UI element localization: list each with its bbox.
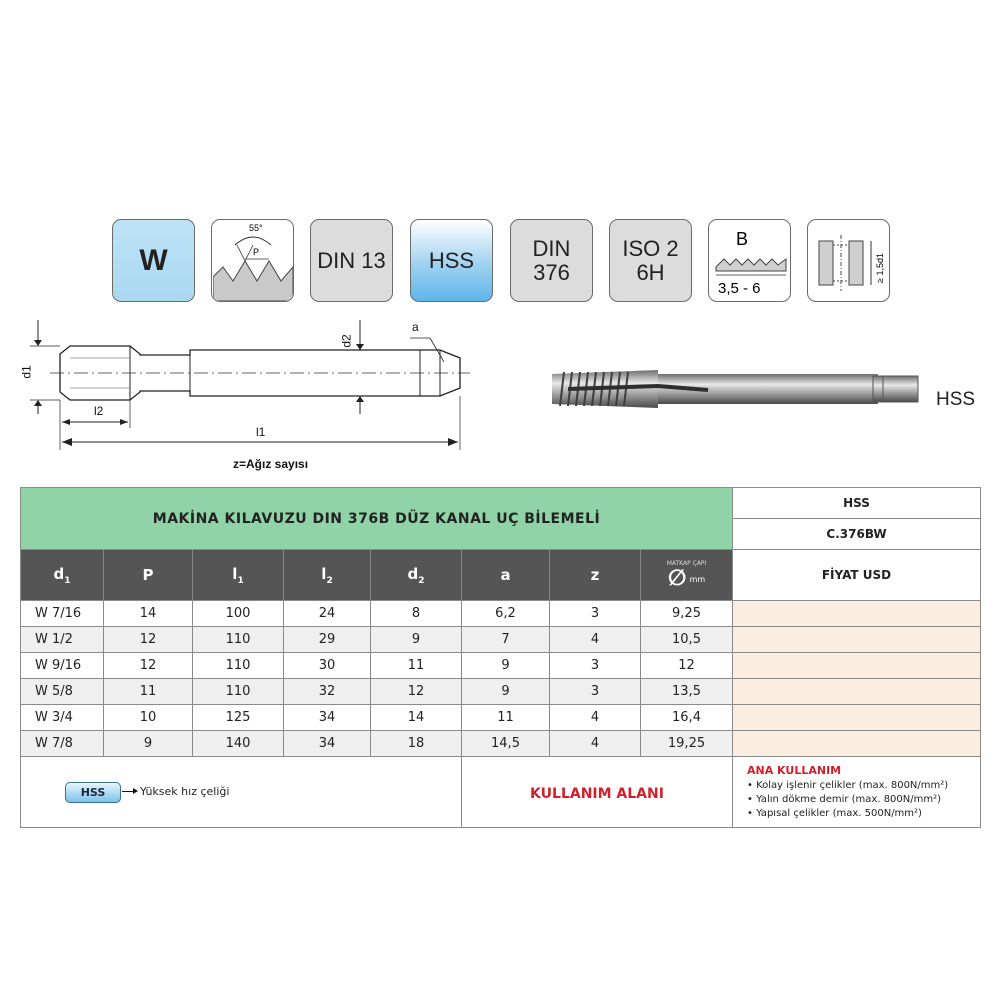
thread-angle-text: 55° [248,222,263,233]
material-header: HSS [733,488,981,519]
cell-l1: 110 [193,653,284,679]
cell-d2: 14 [371,705,462,731]
cell-drill: 12 [641,653,733,679]
din376-line1: DIN [532,235,571,261]
cell-d2: 11 [371,653,462,679]
l2-label: l2 [94,404,104,418]
cell-drill: 13,5 [641,679,733,705]
cell-price [733,731,981,757]
cell-p: 12 [104,627,193,653]
cell-drill: 19,25 [641,731,733,757]
din376-line2: 376 [533,259,570,285]
drill-unit: mm [689,574,706,584]
drill-caption: MATKAP ÇAPI [666,560,707,567]
cell-p: 14 [104,601,193,627]
cell-z: 4 [550,705,641,731]
thread-pitch-text: P [252,246,259,257]
table-row [21,705,981,731]
depth-label: ≥ 1,5d1 [874,252,885,283]
cell-l1: 110 [193,627,284,653]
col-header-p: P [104,550,193,601]
cell-d2: 18 [371,731,462,757]
iso-line2: 6H [636,259,665,285]
cell-l2: 34 [284,731,371,757]
cell-price [733,601,981,627]
cell-z: 3 [550,653,641,679]
cell-price [733,679,981,705]
diameter-icon: ∅ [667,566,687,591]
cell-price [733,705,981,731]
hss-tile [410,219,493,302]
cell-d1: W 5/8 [21,679,104,705]
din376-tile [510,219,593,302]
chamfer-letter: B [735,228,748,249]
cell-l2: 34 [284,705,371,731]
cell-l2: 29 [284,627,371,653]
col-header-drill-diameter [641,550,733,601]
chamfer-range: 3,5 - 6 [717,279,761,297]
hss-legend-text: Yüksek hız çeliği [140,785,230,798]
tap-specification-table [20,487,981,828]
list-item: • Kolay işlenir çelikler (max. 800N/mm²) [747,779,980,793]
cell-d2: 8 [371,601,462,627]
thread-profile-tile [211,219,294,302]
arrow-right-icon [122,791,134,792]
product-material-label: HSS [936,389,976,410]
cell-z: 4 [550,627,641,653]
price-header: FİYAT USD [733,550,981,601]
chamfer-icon [710,221,790,301]
iso-tolerance-tile [609,219,692,302]
legend-cell [21,757,462,828]
thread-profile-icon [213,221,293,301]
tap-technical-drawing [0,310,480,480]
thread-depth-icon [809,221,889,301]
cell-z: 3 [550,679,641,705]
cell-d2: 12 [371,679,462,705]
cell-d1: W 7/8 [21,731,104,757]
product-code: C.376BW [733,519,981,550]
col-header-a: a [462,550,550,601]
din13-tile [310,219,393,302]
tap-product-image [548,362,923,418]
cell-d1: W 7/16 [21,601,104,627]
cell-l1: 100 [193,601,284,627]
cell-p: 10 [104,705,193,731]
din13-label: DIN 13 [317,247,386,273]
teeth-count-note: z=Ağız sayısı [233,457,309,471]
cell-l1: 140 [193,731,284,757]
usage-area-label: KULLANIM ALANI [530,785,664,802]
l1-label: l1 [256,425,266,439]
table-row [21,679,981,705]
hss-label: HSS [428,247,475,273]
cell-d1: W 3/4 [21,705,104,731]
cell-l1: 110 [193,679,284,705]
cell-d2: 9 [371,627,462,653]
cell-a: 14,5 [462,731,550,757]
cell-z: 3 [550,601,641,627]
list-item: • Yapısal çelikler (max. 500N/mm²) [747,807,980,821]
iso-line1: ISO 2 [622,235,679,261]
whitworth-label: W [139,243,168,277]
table-row [21,627,981,653]
d1-label: d1 [19,365,34,379]
chamfer-tile [708,219,791,302]
cell-drill: 9,25 [641,601,733,627]
cell-l2: 32 [284,679,371,705]
cell-l2: 24 [284,601,371,627]
table-row [21,601,981,627]
cell-drill: 10,5 [641,627,733,653]
cell-p: 12 [104,653,193,679]
cell-a: 6,2 [462,601,550,627]
col-header-d1: $d_1$ [21,550,104,601]
cell-a: 9 [462,679,550,705]
cell-d1: W 9/16 [21,653,104,679]
d2-label: d2 [339,334,354,348]
cell-a: 9 [462,653,550,679]
main-usage-cell [733,757,981,828]
cell-l2: 30 [284,653,371,679]
cell-p: 11 [104,679,193,705]
cell-l1: 125 [193,705,284,731]
cell-drill: 16,4 [641,705,733,731]
main-usage-title: ANA KULLANIM [747,763,842,777]
cell-price [733,627,981,653]
cell-z: 4 [550,731,641,757]
table-row [21,653,981,679]
cell-d1: W 1/2 [21,627,104,653]
table-row [21,731,981,757]
whitworth-thread-tile [112,219,195,302]
cell-p: 9 [104,731,193,757]
thread-depth-tile [807,219,890,302]
cell-a: 11 [462,705,550,731]
table-title: MAKİNA KILAVUZU DIN 376B DÜZ KANAL UÇ BİLEMELİ [21,488,733,550]
col-header-z: z [550,550,641,601]
cell-price [733,653,981,679]
list-item: • Yalın dökme demir (max. 800N/mm²) [747,793,980,807]
a-label: a [412,320,419,334]
col-header-l2: $l_2$ [284,550,371,601]
col-header-l1: $l_1$ [193,550,284,601]
hss-legend-badge: HSS [65,782,121,803]
cell-a: 7 [462,627,550,653]
col-header-d2: $d_2$ [371,550,462,601]
usage-area-cell [462,757,733,828]
main-usage-list [747,779,980,821]
